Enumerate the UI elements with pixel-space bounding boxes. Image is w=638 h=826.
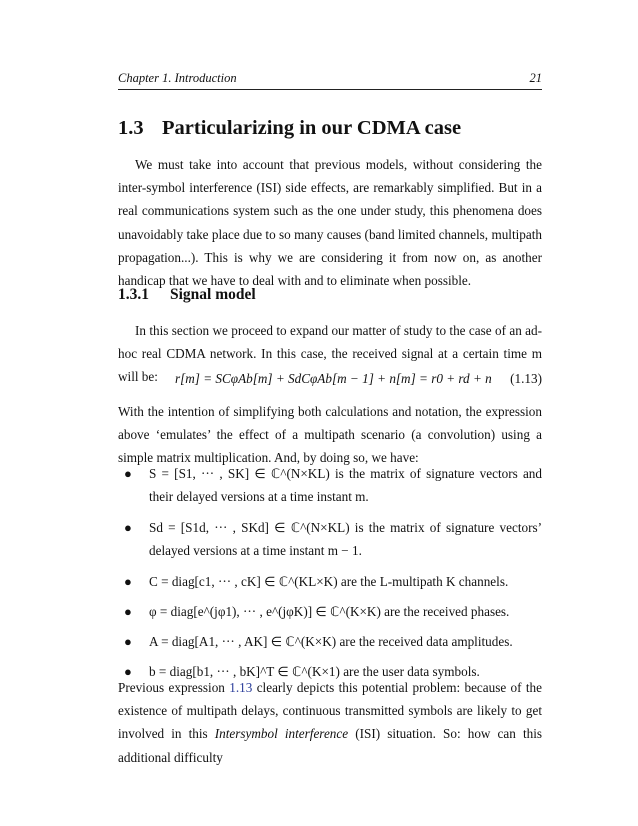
equation-label: (1.13) — [510, 371, 542, 386]
closing-text-end: (ISI) situation. So: how can this additional difficulty — [118, 726, 543, 765]
subsection-heading — [118, 286, 256, 304]
subsection-number: 1.3.1 — [118, 286, 149, 303]
bullet-icon: ● — [124, 604, 132, 619]
list-item-text: Sd = [S1d, ··· , SKd] ∈ ℂ^(N×KL) is the matrix of signature vectors’ delayed versions at a time instant m − 1. — [149, 520, 542, 559]
page-number: 21 — [529, 71, 542, 85]
equation-body: r[m] = SCφAb[m] + SdCφAb[m − 1] + n[m] = r0 + rd + n — [175, 371, 492, 386]
header-rule — [118, 89, 542, 90]
list-item-text: C = diag[c1, ··· , cK] ∈ ℂ^(KL×K) are the L-multipath K channels. — [149, 574, 509, 589]
bullet-icon: ● — [124, 574, 132, 589]
equation-reference-link[interactable]: 1.13 — [229, 680, 253, 695]
bullet-icon: ● — [124, 664, 132, 679]
section-heading — [118, 117, 461, 140]
equation-1-13 — [118, 371, 542, 393]
after-equation-paragraph: With the intention of simplifying both calculations and notation, the expression above ‘emulates’ the effect of a multipath scenario (a convolution) using a simple matrix multiplication. And, by doing so, we have: — [118, 404, 542, 466]
closing-text-middle: clearly depicts this potential problem: because of the existence of multipath delays, continuous transmitted symbols are likely to get involved in this — [118, 680, 542, 742]
list-item-text: S = [S1, ··· , SK] ∈ ℂ^(N×KL) is the matrix of signature vectors and their delayed versions at a time instant m. — [149, 466, 542, 505]
emphasized-term: Intersymbol interference — [214, 726, 349, 742]
closing-paragraph — [118, 676, 542, 769]
list-item-text: b = diag[b1, ··· , bK]^T ∈ ℂ^(K×1) are the user data symbols. — [149, 664, 480, 679]
bullet-icon: ● — [124, 466, 132, 481]
subsection-title: Signal model — [170, 286, 256, 303]
section-number: 1.3 — [118, 117, 144, 139]
closing-text-start: Previous expression — [118, 680, 230, 695]
intro-paragraph: We must take into account that previous models, without considering the inter-symbol interference (ISI) side effects, are remarkably simplified. But in a real communications system such as the one under study, this phenomena does unavoidably take place due to so many causes (band limited channels, multipath propagation...). This is why we are considering it from now on, as another handicap that we have to deal with and to eliminate when possible. — [118, 157, 542, 289]
list-item-text: φ = diag[e^(jφ1), ··· , e^(jφK)] ∈ ℂ^(K×K) are the received phases. — [149, 604, 510, 619]
bullet-icon: ● — [124, 520, 132, 535]
list-item-text: A = diag[A1, ··· , AK] ∈ ℂ^(K×K) are the received data amplitudes. — [149, 634, 513, 649]
signal-paragraph: In this section we proceed to expand our matter of study to the case of an ad-hoc real CDMA network. In this case, the received signal at a certain time m will be: — [118, 323, 542, 385]
section-title: Particularizing in our CDMA case — [162, 117, 462, 139]
running-header — [118, 71, 542, 86]
chapter-title: Chapter 1. Introduction — [118, 71, 237, 85]
bullet-icon: ● — [124, 634, 132, 649]
